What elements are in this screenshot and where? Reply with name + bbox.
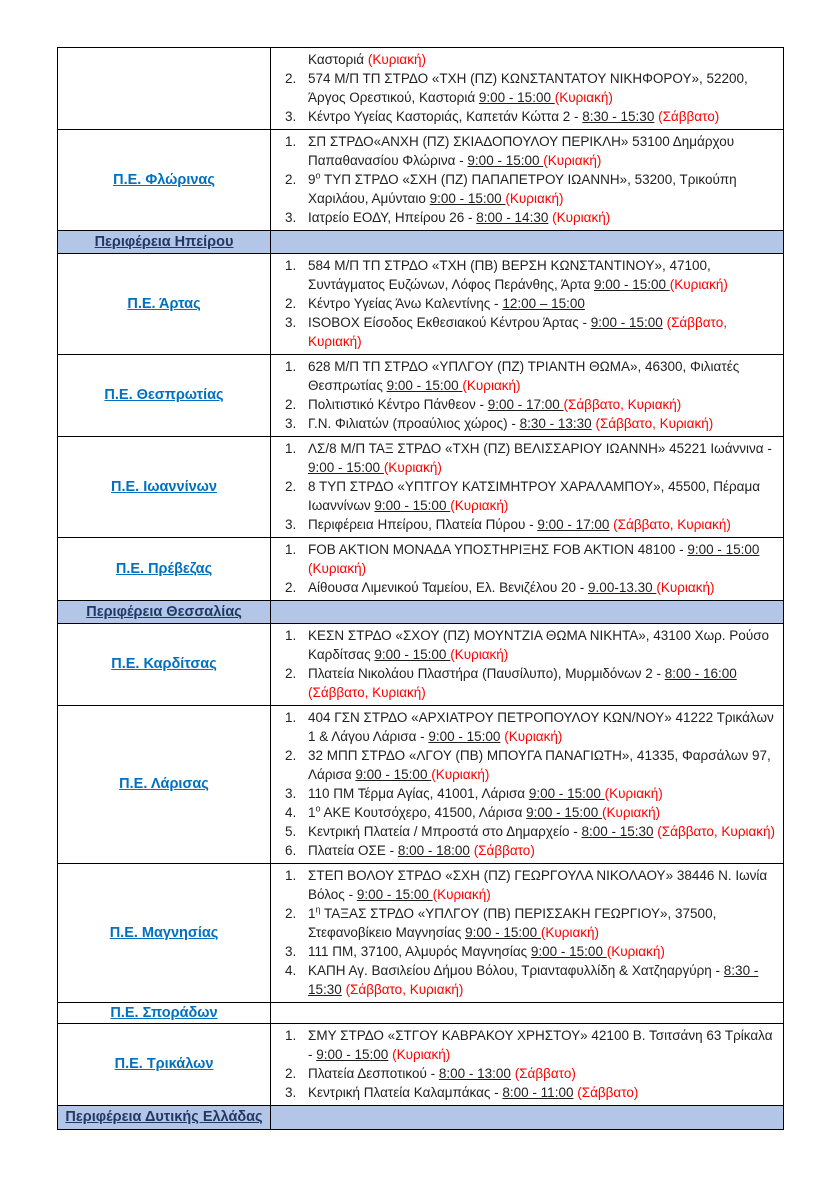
vaccination-locations-table — [57, 47, 784, 1130]
days-note: (Κυριακή) — [554, 90, 613, 105]
region-band-label: Περιφέρεια Θεσσαλίας — [86, 603, 242, 620]
location-text: 32 ΜΠΠ ΣΤΡΔΟ «ΛΓΟΥ (ΠΒ) ΜΠΟΥΓΑ ΠΑΝΑΓΙΩΤΗ», 41335, Φαρσάλων 97, Λάρισα — [308, 748, 771, 782]
item-number: 3. — [285, 1085, 297, 1100]
item-text — [308, 1083, 777, 1102]
item-number: 1. — [285, 1028, 297, 1043]
region-band-cell — [58, 1106, 271, 1129]
location-item — [271, 414, 777, 433]
hours-text: 9:00 - 15:00 — [355, 767, 432, 782]
location-text: Γ.Ν. Φιλιατών (προαύλιος χώρος) - — [308, 416, 520, 431]
item-number: 5. — [285, 824, 297, 839]
hours-text: 9:00 - 15:00 — [374, 498, 451, 513]
location-text: Πλατεία Δεσποτικού - — [308, 1066, 439, 1081]
regional-unit-row — [58, 538, 783, 601]
location-text: Καστοριά — [308, 52, 368, 67]
item-number: 2. — [285, 397, 297, 412]
item-number: 3. — [285, 416, 297, 431]
item-number: 2. — [285, 748, 297, 763]
hours-text: 8:30 - 13:30 — [519, 416, 592, 431]
item-text — [308, 132, 777, 170]
location-text: Κέντρο Υγείας Καστοριάς, Καπετάν Κώττα 2 - — [308, 109, 583, 124]
locations-cell — [271, 1106, 783, 1129]
hours-text: 8:00 - 14:30 — [476, 210, 549, 225]
location-item — [271, 357, 777, 395]
item-text — [308, 746, 777, 784]
unit-name-cell — [58, 254, 271, 354]
locations-cell — [271, 1003, 783, 1023]
unit-name-cell — [58, 624, 271, 705]
location-text: 584 Μ/Π ΤΠ ΣΤΡΔΟ «ΤΧΗ (ΠΒ) ΒΕΡΣΗ ΚΩΝΣΤΑΝΤΙΝΟΥ», 47100, Συντάγματος Ευζώνων, Λόφος Περάνθης, Άρτα — [308, 258, 711, 292]
item-text — [308, 170, 777, 208]
locations-cell — [271, 437, 783, 537]
location-text: ISOBOX Είσοδος Εκθεσιακού Κέντρου Άρτας - — [308, 315, 591, 330]
item-text — [308, 256, 777, 294]
regional-unit-row — [58, 706, 783, 864]
location-item — [271, 50, 777, 69]
location-text: ΤΥΠ ΣΤΡΔΟ «ΣΧΗ (ΠΖ) ΠΑΠΑΠΕΤΡΟΥ ΙΩΑΝΝΗ», 53200, Τρικούπη Χαριλάου, Αμύνταιο — [308, 172, 737, 206]
hours-text: 9:00 - 15:00 — [590, 315, 663, 330]
item-text — [308, 803, 777, 822]
item-number: 4. — [285, 963, 297, 978]
item-number: 2. — [285, 666, 297, 681]
hours-text: 8:30 - 15:30 — [308, 963, 759, 997]
location-text: Πολιτιστικό Κέντρο Πάνθεον - — [308, 397, 488, 412]
location-item — [271, 107, 777, 126]
unit-label: Π.Ε. Σποράδων — [110, 1004, 218, 1021]
item-number: 2. — [285, 172, 297, 187]
location-item — [271, 1083, 777, 1102]
item-text — [308, 961, 777, 999]
days-note: (Κυριακή) — [656, 580, 715, 595]
regional-unit-row — [58, 48, 783, 130]
hours-text: 8:00 - 11:00 — [502, 1085, 574, 1100]
location-text: ΣΠ ΣΤΡΔΟ«ΑΝΧΗ (ΠΖ) ΣΚΙΑΔΟΠΟΥΛΟΥ ΠΕΡΙΚΛΗ» 53100 Δημάρχου Παπαθανασίου Φλώρινα - — [308, 134, 735, 168]
unit-name-cell — [58, 706, 271, 863]
days-note: (Σάββατο) — [473, 843, 535, 858]
days-note: (Κυριακή) — [450, 647, 509, 662]
item-text — [308, 313, 777, 351]
days-note: (Σάββατο, Κυριακή) — [613, 517, 731, 532]
hours-text: 8:00 - 15:30 — [581, 824, 654, 839]
region-band-cell — [58, 601, 271, 623]
item-number: 1. — [285, 710, 297, 725]
location-text: 628 Μ/Π ΤΠ ΣΤΡΔΟ «ΥΠΛΓΟΥ (ΠΖ) ΤΡΙΑΝΤΗ ΘΩΜΑ», 46300, Φιλιατές Θεσπρωτίας — [308, 359, 740, 393]
item-number: 1. — [285, 628, 297, 643]
item-number: 4. — [285, 805, 297, 820]
unit-label: Π.Ε. Πρέβεζας — [115, 560, 213, 577]
days-note: (Κυριακή) — [543, 153, 602, 168]
location-text: FOB AKTION ΜΟΝΑΔΑ ΥΠΟΣΤΗΡΙΞΗΣ FOB AKTION 48100 - — [308, 542, 688, 557]
location-text: Πλατεία ΟΣΕ - — [308, 843, 398, 858]
hours-text: 8:30 - 15:30 — [582, 109, 655, 124]
hours-text: 9.00-13.30 — [588, 580, 657, 595]
unit-name-cell — [58, 130, 271, 230]
location-text: Κέντρο Υγείας Άνω Καλεντίνης - — [308, 296, 503, 311]
hours-text: 9:00 - 15:00 — [429, 191, 506, 206]
days-note: (Κυριακή) — [432, 887, 491, 902]
item-text — [308, 578, 777, 597]
location-item — [271, 664, 777, 702]
unit-name-cell — [58, 355, 271, 436]
item-number: 3. — [285, 210, 297, 225]
item-text — [308, 69, 777, 107]
location-text: 111 ΠΜ, 37100, Αλμυρός Μαγνησίας — [308, 944, 531, 959]
item-text — [308, 395, 777, 414]
locations-cell — [271, 624, 783, 705]
location-text: Κεντρική Πλατεία / Μπροστά στο Δημαρχείο - — [308, 824, 582, 839]
location-item — [271, 256, 777, 294]
location-text: ΤΑΞΑΣ ΣΤΡΔΟ «ΥΠΛΓΟΥ (ΠΒ) ΠΕΡΙΣΣΑΚΗ ΓΕΩΡΓΙΟΥ», 37500, Στεφανοβίκειο Μαγνησίας — [308, 906, 717, 940]
hours-text: 9:00 - 15:00 — [530, 944, 607, 959]
days-note: (Κυριακή) — [601, 805, 661, 820]
days-note: (Κυριακή) — [505, 191, 564, 206]
location-item — [271, 784, 777, 803]
regional-unit-row — [58, 864, 783, 1003]
days-note: (Κυριακή) — [367, 52, 426, 67]
regional-unit-row — [58, 624, 783, 706]
unit-name-cell — [58, 538, 271, 600]
hours-text: 9:00 - 15:00 — [386, 378, 463, 393]
days-note: (Σάββατο, Κυριακή) — [308, 315, 727, 349]
location-text: 9 — [308, 172, 316, 187]
item-text — [308, 50, 777, 69]
location-item — [271, 1026, 777, 1064]
hours-text: 9:00 - 17:00 — [537, 517, 610, 532]
hours-text: 9:00 - 15:00 — [316, 1047, 389, 1062]
item-text — [308, 841, 777, 860]
locations-cell — [271, 231, 783, 253]
item-text — [308, 107, 777, 126]
days-note: (Κυριακή) — [431, 767, 490, 782]
days-note: (Κυριακή) — [552, 210, 611, 225]
hours-text: 9:00 - 17:00 — [487, 397, 564, 412]
locations-cell — [271, 48, 783, 129]
hours-text: 9:00 - 15:00 — [356, 887, 433, 902]
hours-text: 12:00 – 15:00 — [502, 296, 585, 311]
region-band-label: Περιφέρεια Ηπείρου — [94, 233, 234, 250]
location-text: ΣΜΥ ΣΤΡΔΟ «ΣΤΓΟΥ ΚΑΒΡΑΚΟΥ ΧΡΗΣΤΟΥ» 42100 Β. Τσιτσάνη 63 Τρίκαλα - — [308, 1028, 773, 1062]
region-band-label: Περιφέρεια Δυτικής Ελλάδας — [65, 1109, 263, 1125]
location-item — [271, 208, 777, 227]
unit-name-cell — [58, 864, 271, 1002]
item-text — [308, 626, 777, 664]
days-note: (Σάββατο) — [514, 1066, 576, 1081]
location-text: ΚΕΣΝ ΣΤΡΔΟ «ΣΧΟΥ (ΠΖ) ΜΟΥΝΤΖΙΑ ΘΩΜΑ ΝΙΚΗΤΑ», 43100 Χωρ. Ρούσο Καρδίτσας — [308, 628, 770, 662]
location-item — [271, 626, 777, 664]
regional-unit-row — [58, 437, 783, 538]
locations-cell — [271, 1024, 783, 1105]
location-text: ΚΑΠΗ Αγ. Βασιλείου Δήμου Βόλου, Τριανταφυλλίδη & Χατζηαργύρη - — [308, 963, 724, 978]
location-text: 404 ΓΣΝ ΣΤΡΔΟ «ΑΡΧΙΑΤΡΟΥ ΠΕΤΡΟΠΟΥΛΟΥ ΚΩΝ/ΝΟΥ» 41222 Τρικάλων 1 & Λάγου Λάρισα - — [308, 710, 774, 744]
unit-label: Π.Ε. Άρτας — [127, 295, 201, 312]
locations-cell — [271, 706, 783, 863]
location-text: Ιατρείο ΕΟΔΥ, Ηπείρου 26 - — [308, 210, 477, 225]
location-item — [271, 708, 777, 746]
days-note: (Κυριακή) — [604, 786, 663, 801]
unit-label: Π.Ε. Θεσπρωτίας — [104, 387, 224, 403]
location-text: 1 — [308, 805, 316, 820]
item-text — [308, 784, 777, 803]
location-text: Αίθουσα Λιμενικού Ταμείου, Ελ. Βενιζέλου 20 - — [308, 580, 589, 595]
days-note: (Σάββατο, Κυριακή) — [595, 416, 714, 431]
days-note: (Σάββατο, Κυριακή) — [563, 397, 682, 412]
item-number: 1. — [285, 441, 297, 456]
item-number: 1. — [285, 359, 297, 374]
hours-text: 9:00 - 15:00 — [528, 786, 605, 801]
hours-text: 8:00 - 13:00 — [438, 1066, 511, 1081]
hours-text: 9:00 - 15:00 — [374, 647, 451, 662]
days-note: (Κυριακή) — [308, 561, 367, 576]
location-item — [271, 69, 777, 107]
location-text: 1 — [308, 906, 316, 921]
location-item — [271, 294, 777, 313]
location-item — [271, 477, 777, 515]
location-text: Περιφέρεια Ηπείρου, Πλατεία Πύρου - — [308, 517, 538, 532]
item-number: 3. — [285, 786, 297, 801]
regional-unit-row — [58, 1024, 783, 1106]
item-text — [308, 822, 777, 841]
item-number — [285, 50, 308, 69]
item-number: 3. — [285, 315, 297, 330]
item-number: 3. — [285, 944, 297, 959]
days-note: (Κυριακή) — [669, 277, 728, 292]
locations-cell — [271, 538, 783, 600]
unit-label: Π.Ε. Λάρισας — [119, 776, 209, 792]
days-note: (Κυριακή) — [450, 498, 509, 513]
item-number: 2. — [285, 906, 297, 921]
location-text: ΛΣ/8 Μ/Π ΤΑΞ ΣΤΡΔΟ «ΤΧΗ (ΠΖ) ΒΕΛΙΣΣΑΡΙΟΥ ΙΩΑΝΝΗ» 45221 Ιωάννινα - — [308, 441, 772, 456]
superscript: ο — [315, 170, 321, 181]
hours-text: 9:00 - 15:00 — [687, 542, 760, 557]
hours-text: 9:00 - 15:00 — [465, 925, 541, 940]
item-number: 1. — [285, 258, 297, 273]
days-note: (Σάββατο) — [577, 1085, 639, 1100]
item-text — [308, 866, 777, 904]
location-text: ΣΤΕΠ ΒΟΛΟΥ ΣΤΡΔΟ «ΣΧΗ (ΠΖ) ΓΕΩΡΓΟΥΛΑ ΝΙΚΟΛΑΟΥ» 38446 Ν. Ιωνία Βόλος - — [308, 868, 768, 902]
days-note: (Κυριακή) — [462, 378, 521, 393]
item-text — [308, 708, 777, 746]
unit-label: Π.Ε. Φλώρινας — [113, 171, 215, 188]
location-item — [271, 439, 777, 477]
location-text: Κεντρική Πλατεία Καλαμπάκας - — [308, 1085, 503, 1100]
location-text: 574 Μ/Π ΤΠ ΣΤΡΔΟ «ΤΧΗ (ΠΖ) ΚΩΝΣΤΑΝΤΑΤΟΥ ΝΙΚΗΦΟΡΟΥ», 52200, Άργος Ορεστικού, Καστοριά — [308, 71, 748, 105]
locations-cell — [271, 601, 783, 623]
unit-label: Π.Ε. Ιωαννίνων — [111, 478, 217, 495]
item-number: 6. — [285, 843, 297, 858]
region-band-row — [58, 231, 783, 254]
location-item — [271, 961, 777, 999]
location-item — [271, 170, 777, 208]
region-band-row — [58, 601, 783, 624]
item-text — [308, 357, 777, 395]
item-number: 3. — [285, 517, 297, 532]
location-item — [271, 395, 777, 414]
location-text: 8 ΤΥΠ ΣΤΡΔΟ «ΥΠΤΓΟΥ ΚΑΤΣΙΜΗΤΡΟΥ ΧΑΡΑΛΑΜΠΟΥ», 45500, Πέραμα Ιωαννίνων — [308, 479, 761, 513]
hours-text: 9:00 - 15:00 — [478, 90, 555, 105]
item-number: 1. — [285, 868, 297, 883]
location-item — [271, 803, 777, 822]
days-note: (Κυριακή) — [504, 729, 563, 744]
unit-label: Π.Ε. Τρικάλων — [114, 1056, 214, 1072]
location-item — [271, 841, 777, 860]
hours-text: 9:00 - 15:00 — [526, 805, 602, 820]
hours-text: 9:00 - 15:00 — [428, 729, 501, 744]
item-text — [308, 439, 777, 477]
regional-unit-row — [58, 1003, 783, 1024]
unit-label: Π.Ε. Καρδίτσας — [111, 656, 217, 672]
item-text — [308, 540, 777, 578]
days-note: (Σάββατο, Κυριακή) — [308, 685, 426, 700]
item-text — [308, 942, 777, 961]
location-item — [271, 313, 777, 351]
regional-unit-row — [58, 130, 783, 231]
location-item — [271, 746, 777, 784]
item-text — [308, 1064, 777, 1083]
unit-name-cell — [58, 48, 271, 129]
location-item — [271, 1064, 777, 1083]
hours-text: 9:00 - 15:00 — [467, 153, 544, 168]
days-note: (Κυριακή) — [606, 944, 665, 959]
item-text — [308, 294, 777, 313]
location-item — [271, 515, 777, 534]
location-item — [271, 540, 777, 578]
item-number: 2. — [285, 580, 297, 595]
location-text: 110 ΠΜ Τέρμα Αγίας, 41001, Λάρισα — [308, 786, 529, 801]
days-note: (Κυριακή) — [392, 1047, 451, 1062]
locations-cell — [271, 254, 783, 354]
days-note: (Κυριακή) — [540, 925, 600, 940]
item-number: 2. — [285, 479, 297, 494]
item-text — [308, 414, 777, 433]
location-item — [271, 822, 777, 841]
item-number: 1. — [285, 134, 297, 149]
location-item — [271, 904, 777, 942]
hours-text: 8:00 - 18:00 — [397, 843, 470, 858]
superscript: η — [315, 904, 321, 915]
days-note: (Σάββατο, Κυριακή) — [345, 982, 464, 997]
regional-unit-row — [58, 355, 783, 437]
regional-unit-row — [58, 254, 783, 355]
location-item — [271, 866, 777, 904]
days-note: (Σάββατο) — [658, 109, 720, 124]
item-text — [308, 477, 777, 515]
unit-name-cell — [58, 437, 271, 537]
days-note: (Κυριακή) — [383, 460, 442, 475]
item-text — [308, 904, 777, 942]
location-text: Πλατεία Νικολάου Πλαστήρα (Παυσίλυπο), Μυρμιδόνων 2 - — [308, 666, 665, 681]
item-number: 1. — [285, 542, 297, 557]
unit-label: Π.Ε. Μαγνησίας — [109, 924, 219, 941]
superscript: ο — [315, 803, 321, 814]
item-number: 2. — [285, 1066, 297, 1081]
unit-name-cell — [58, 1024, 271, 1105]
item-number: 3. — [285, 109, 297, 124]
hours-text: 8:00 - 16:00 — [664, 666, 737, 681]
hours-text: 9:00 - 15:00 — [593, 277, 670, 292]
region-band-cell — [58, 231, 271, 253]
item-number: 2. — [285, 296, 297, 311]
locations-cell — [271, 355, 783, 436]
hours-text: 9:00 - 15:00 — [308, 460, 384, 475]
item-text — [308, 1026, 777, 1064]
unit-name-cell — [58, 1003, 271, 1023]
locations-cell — [271, 864, 783, 1002]
location-item — [271, 578, 777, 597]
item-number: 2. — [285, 71, 297, 86]
item-text — [308, 208, 777, 227]
location-item — [271, 132, 777, 170]
item-text — [308, 664, 777, 702]
location-item — [271, 942, 777, 961]
location-text: ΑΚΕ Κουτσόχερο, 41500, Λάρισα — [320, 805, 527, 820]
days-note: (Σάββατο, Κυριακή) — [657, 824, 776, 839]
locations-cell — [271, 130, 783, 230]
region-band-row — [58, 1106, 783, 1129]
item-text — [308, 515, 777, 534]
